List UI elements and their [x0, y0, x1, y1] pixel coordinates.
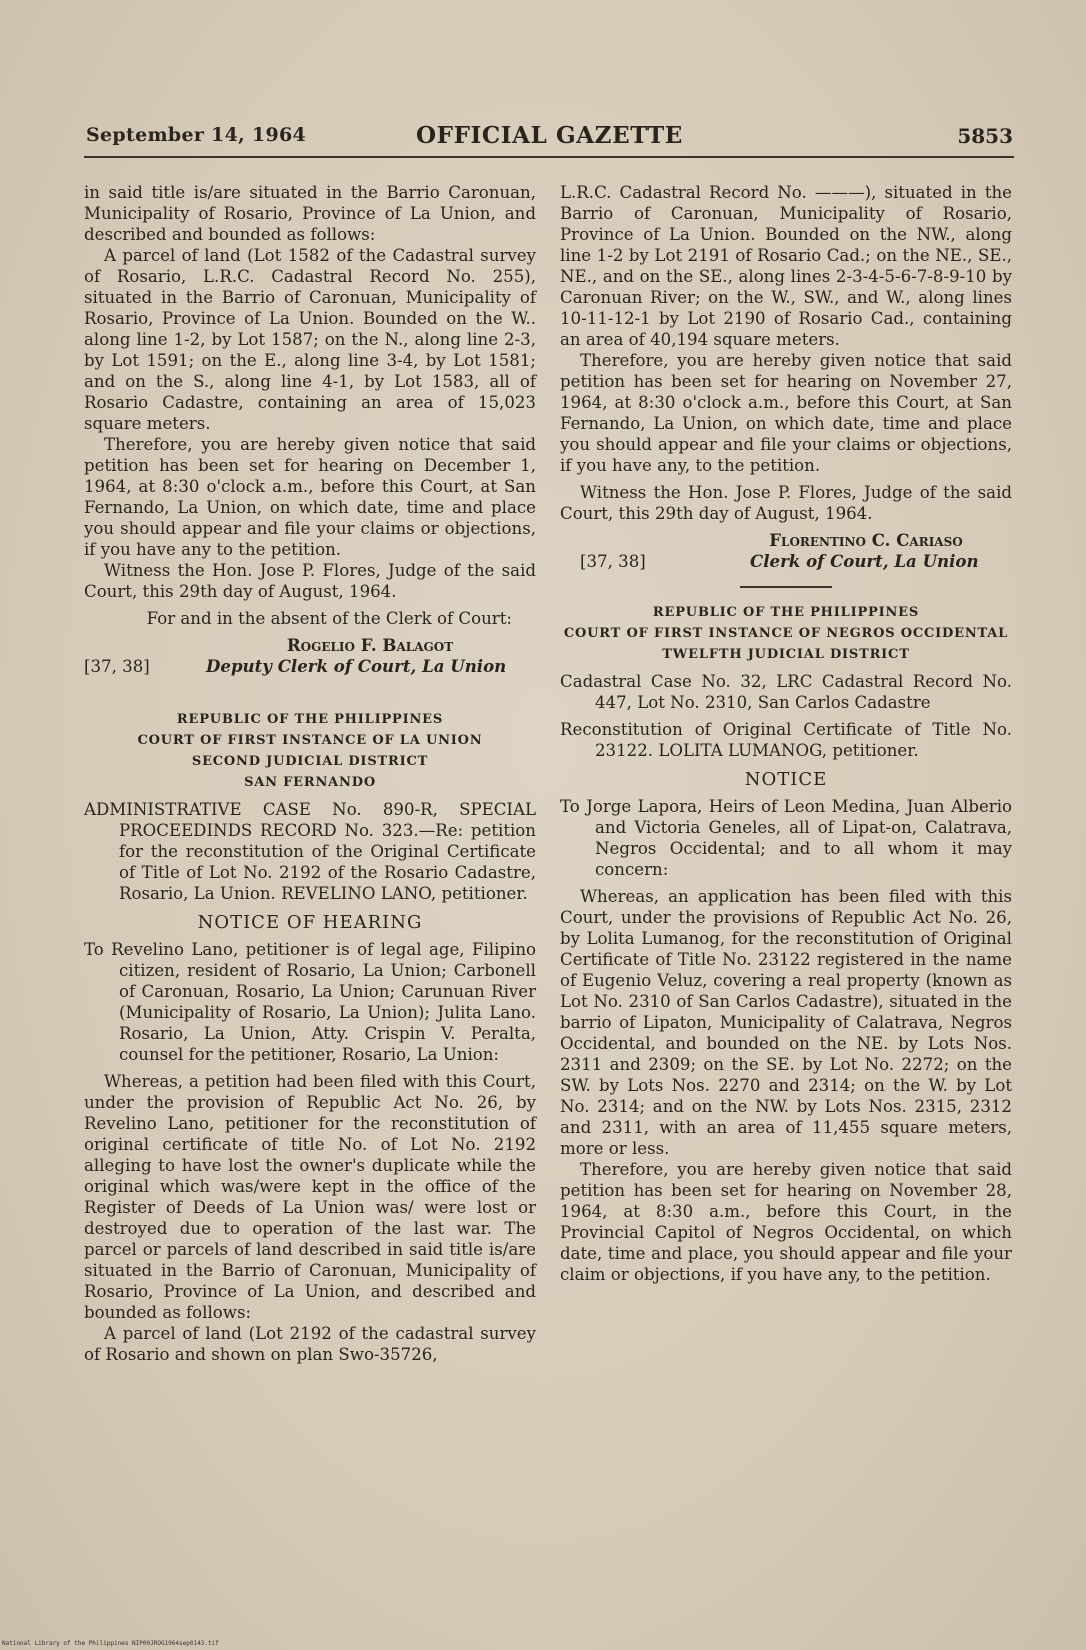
- section-rule: [740, 586, 832, 588]
- court-heading: COURT OF FIRST INSTANCE OF NEGROS OCCIDENTAL: [563, 626, 1009, 641]
- court-heading: SAN FERNANDO: [244, 775, 376, 790]
- paragraph: Therefore, you are hereby given notice that said petition has been set for hearing on December 1, 1964, at 8:30 o'clock a.m., before this Court, at San Fernando, La Union, on which date, time and place you should appear and file your claims or objections, if you have any to the petition.: [84, 435, 536, 559]
- paragraph: Witness the Hon. Jose P. Flores, Judge of the said Court, this 29th day of August, 1964.: [84, 561, 536, 601]
- court-heading: TWELFTH JUDICIAL DISTRICT: [662, 647, 910, 662]
- left-column: [84, 182, 536, 1365]
- notice-addressees: To Revelino Lano, petitioner is of legal age, Filipino citizen, resident of Rosario, La Union; Carbonell of Caronuan, Rosario, La Union; Carunuan River (Municipality of Rosario, La Union); Julita Lano. Rosario, La Union, Atty. Crispin V. Peralta, counsel for the petitioner, Rosario, La Union:: [84, 940, 536, 1064]
- signature-block: [84, 635, 536, 677]
- publication-title: OFFICIAL GAZETTE: [416, 122, 683, 149]
- page-number: 5853: [957, 124, 1013, 148]
- court-heading: REPUBLIC OF THE PHILIPPINES: [176, 712, 444, 727]
- reference-number: [37, 38]: [580, 552, 646, 571]
- signature-block: [560, 530, 1012, 572]
- case-caption: Cadastral Case No. 32, LRC Cadastral Record No. 447, Lot No. 2310, San Carlos Cadastre: [560, 672, 1012, 712]
- paragraph: A parcel of land (Lot 2192 of the cadastral survey of Rosario and shown on plan Swo-35726,: [84, 1324, 536, 1364]
- paragraph: in said title is/are situated in the Barrio Caronuan, Municipality of Rosario, Province of La Union, and described and bounded as follows:: [84, 183, 536, 244]
- notice-title: NOTICE: [744, 769, 828, 790]
- paragraph: Therefore, you are hereby given notice that said petition has been set for hearing on November 27, 1964, at 8:30 o'clock a.m., before this Court, at San Fernando, La Union, on which date, time and place you should appear and file your claims or objections, if you have any, to the petition.: [560, 351, 1012, 475]
- paragraph: L.R.C. Cadastral Record No. ———), situated in the Barrio of Caronuan, Municipality of Rosario, Province of La Union. Bounded on the NW., along line 1-2 by Lot 2191 of Rosario Cad.; on the NE., SE., NE., and on the SE., along lines 2-3-4-5-6-7-8-9-10 by Caronuan River; on the W., SW., and W., along lines 10-11-12-1 by Lot 2190 of Rosario Cad., containing an area of 40,194 square meters.: [560, 183, 1012, 349]
- paragraph: Whereas, a petition had been filed with this Court, under the provision of Republic Act No. 26, by Revelino Lano, petitioner for the reconstitution of original certificate of title No. of Lot No. 2192 alleging to have lost the owner's duplicate while the original which was/were kept in the office of the Register of Deeds of La Union was/ were lost or destroyed due to operation of the last war. The parcel or parcels of land described in said title is/are situated in the Barrio of Caronuan, Municipality of Rosario, Province of La Union, and described and bounded as follows:: [84, 1072, 536, 1322]
- signatory-name: Florentino C. Cariaso: [769, 530, 963, 550]
- case-caption: ADMINISTRATIVE CASE No. 890-R, SPECIAL PROCEEDINDS RECORD No. 323.—Re: petition for the reconstitution of the Original Certificate of Title of Lot No. 2192 of the Rosario Cadastre, Rosario, La Union. REVELINO LANO, petitioner.: [84, 800, 536, 903]
- signatory-name: Rogelio F. Balagot: [286, 635, 454, 655]
- right-column: [560, 182, 1012, 1285]
- case-caption: Reconstitution of Original Certificate of Title No. 23122. LOLITA LUMANOG, petitioner.: [560, 720, 1012, 760]
- issue-date: September 14, 1964: [86, 124, 307, 146]
- reference-number: [37, 38]: [84, 657, 150, 676]
- notice-title: NOTICE OF HEARING: [197, 912, 423, 933]
- header-rule: [84, 156, 1014, 158]
- paragraph: Whereas, an application has been filed with this Court, under the provisions of Republic Act No. 26, by Lolita Lumanog, for the reconstitution of Original Certificate of Title No. 23122 registered in the name of Eugenio Veluz, covering a real property (known as Lot No. 2310 of San Carlos Cadastre), situated in the barrio of Lipaton, Municipality of Calatrava, Negros Occidental, and bounded on the NE. by Lots Nos. 2311 and 2309; on the SE. by Lot No. 2272; on the SW. by Lots Nos. 2270 and 2314; on the W. by Lot No. 2314; and on the NW. by Lots Nos. 2315, 2312 and 2311, with an area of 11,455 square meters, more or less.: [560, 887, 1012, 1158]
- signatory-title: Clerk of Court, La Union: [750, 551, 979, 571]
- paragraph: A parcel of land (Lot 1582 of the Cadastral survey of Rosario, L.R.C. Cadastral Record No. 255), situated in the Barrio of Caronuan, Municipality of Rosario, Province of La Union. Bounded on the W.. along line 1-2, by Lot 1587; on the N., along line 2-3, by Lot 1591; on the E., along line 3-4, by Lot 1581; and on the S., along line 4-1, by Lot 1583, all of Rosario Cadastre, containing an area of 15,023 square meters.: [84, 246, 536, 433]
- court-heading: COURT OF FIRST INSTANCE OF LA UNION: [137, 733, 483, 748]
- court-heading: SECOND JUDICIAL DISTRICT: [191, 754, 429, 769]
- paragraph: Witness the Hon. Jose P. Flores, Judge of the said Court, this 29th day of August, 1964.: [560, 483, 1012, 523]
- notice-addressees: To Jorge Lapora, Heirs of Leon Medina, Juan Alberio and Victoria Geneles, all of Lipat-on, Calatrava, Negros Occidental; and to all whom it may concern:: [560, 797, 1012, 879]
- signatory-title: Deputy Clerk of Court, La Union: [206, 656, 507, 676]
- paragraph: Therefore, you are hereby given notice that said petition has been set for hearing on November 28, 1964, at 8:30 a.m., before this Court, in the Provincial Capitol of Negros Occidental, on which date, time and place, you should appear and file your claim or objections, if you have any, to the petition.: [560, 1160, 1012, 1284]
- page-header: [86, 122, 1013, 156]
- court-heading: REPUBLIC OF THE PHILIPPINES: [652, 605, 920, 620]
- scan-footer: National Library of the Philippines NIP00JROG1964sep0143.tif: [2, 1640, 219, 1647]
- absent-line: For and in the absent of the Clerk of Court:: [146, 609, 512, 628]
